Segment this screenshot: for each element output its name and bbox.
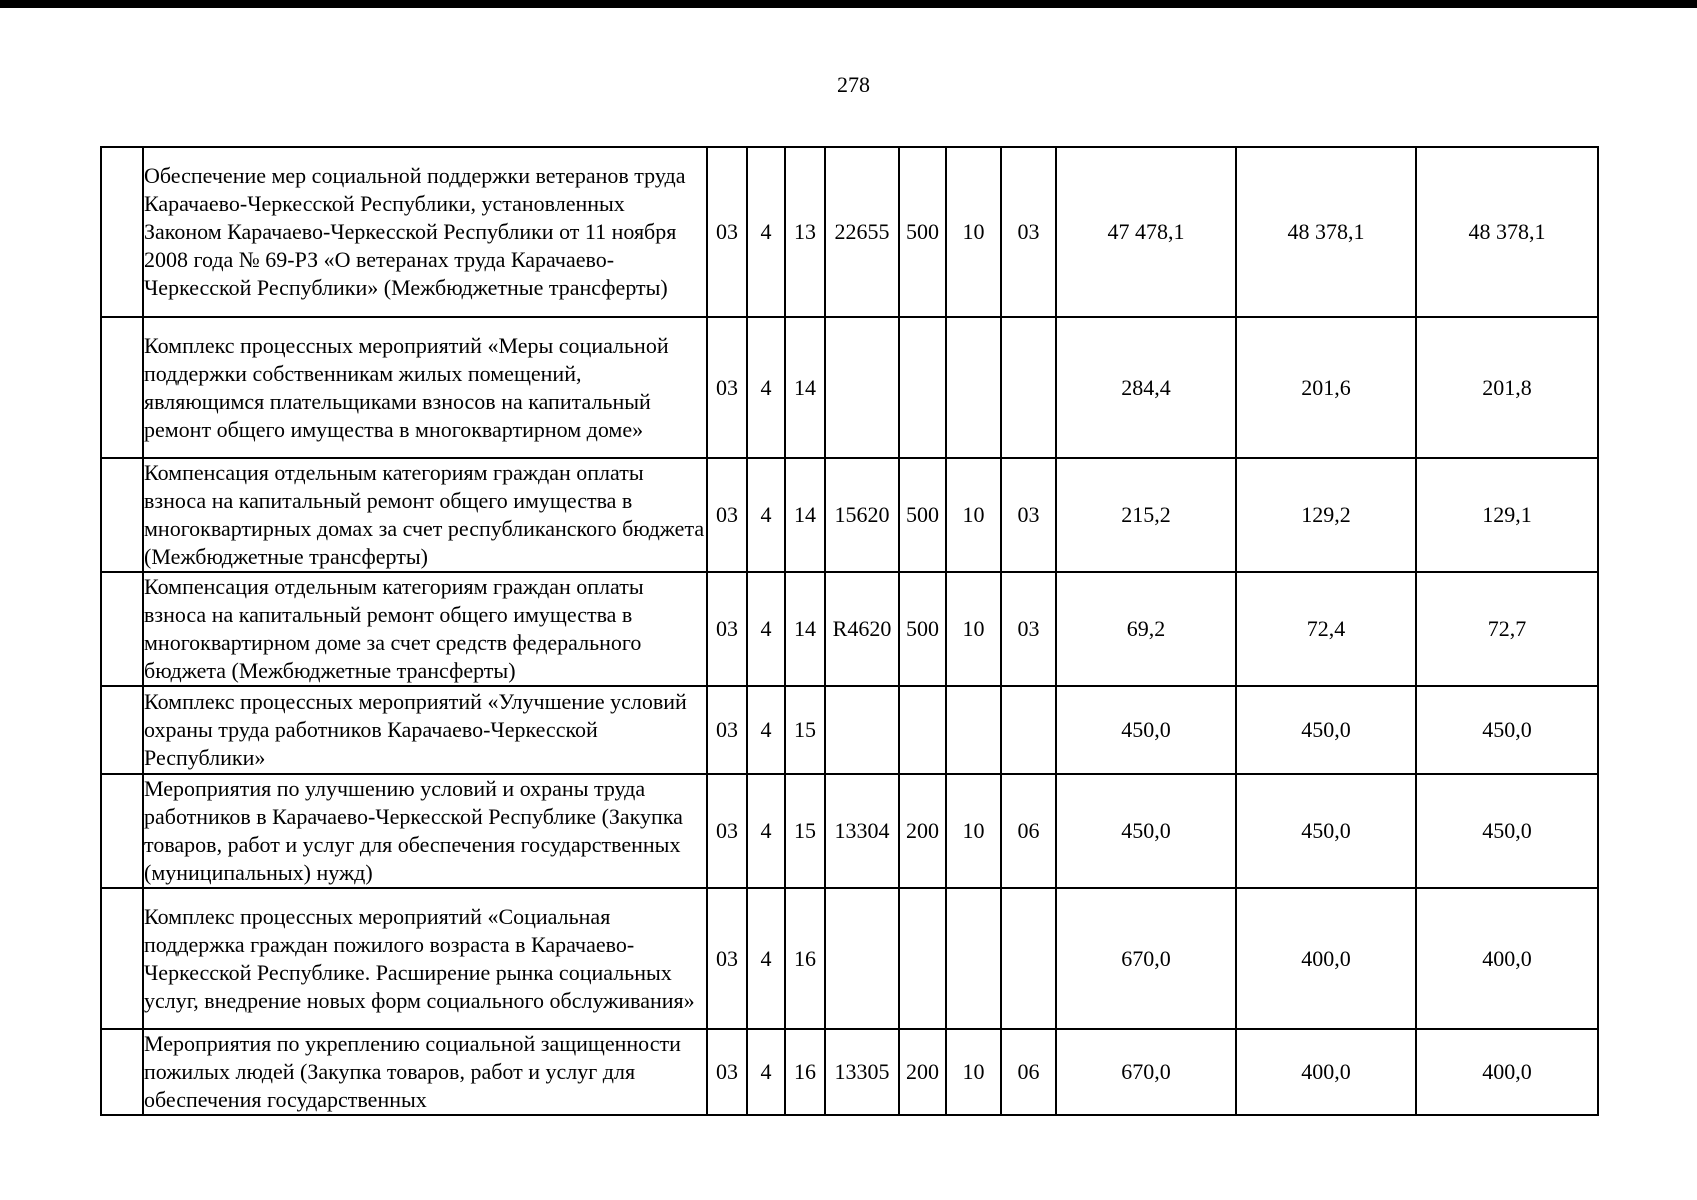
code-section (946, 888, 1001, 1029)
code-program-type: 4 (747, 317, 785, 458)
value-year-3: 72,7 (1416, 572, 1598, 686)
value-year-1: 670,0 (1056, 1029, 1236, 1115)
code-ministry: 03 (707, 572, 747, 686)
code-section (946, 686, 1001, 774)
code-ministry: 03 (707, 1029, 747, 1115)
row-name: Обеспечение мер социальной поддержки ветеранов труда Карачаево-Черкесской Республики, установленных Законом Карачаево-Черкесской Республики от 11 ноября 2008 года № 69-РЗ «О ветеранах труда Карачаево-Черкесской Республики» (Межбюджетные трансферты) (143, 147, 707, 317)
row-number-cell (101, 147, 143, 317)
value-year-1: 450,0 (1056, 774, 1236, 888)
budget-table (100, 146, 1599, 1116)
code-section: 10 (946, 1029, 1001, 1115)
value-year-2: 72,4 (1236, 572, 1416, 686)
code-ministry: 03 (707, 147, 747, 317)
value-year-1: 670,0 (1056, 888, 1236, 1029)
code-direction (825, 686, 899, 774)
table-row (101, 1029, 1598, 1115)
code-direction: 15620 (825, 458, 899, 572)
table-row (101, 686, 1598, 774)
row-number-cell (101, 572, 143, 686)
code-subprogram: 15 (785, 774, 825, 888)
code-subsection (1001, 317, 1056, 458)
code-expense-type (899, 888, 946, 1029)
code-direction: R4620 (825, 572, 899, 686)
value-year-1: 47 478,1 (1056, 147, 1236, 317)
value-year-3: 129,1 (1416, 458, 1598, 572)
value-year-2: 129,2 (1236, 458, 1416, 572)
code-subsection: 03 (1001, 147, 1056, 317)
code-subprogram: 13 (785, 147, 825, 317)
code-ministry: 03 (707, 774, 747, 888)
value-year-3: 450,0 (1416, 686, 1598, 774)
value-year-3: 48 378,1 (1416, 147, 1598, 317)
code-ministry: 03 (707, 686, 747, 774)
code-direction: 13304 (825, 774, 899, 888)
code-section: 10 (946, 458, 1001, 572)
code-direction: 22655 (825, 147, 899, 317)
row-number-cell (101, 686, 143, 774)
row-name: Комплекс процессных мероприятий «Улучшение условий охраны труда работников Карачаево-Черкесской Республики» (143, 686, 707, 774)
code-direction: 13305 (825, 1029, 899, 1115)
table-body (101, 147, 1598, 1115)
code-ministry: 03 (707, 458, 747, 572)
value-year-1: 69,2 (1056, 572, 1236, 686)
table-row (101, 888, 1598, 1029)
table-row (101, 147, 1598, 317)
code-subsection: 03 (1001, 458, 1056, 572)
code-subprogram: 14 (785, 458, 825, 572)
table-row (101, 774, 1598, 888)
value-year-3: 400,0 (1416, 1029, 1598, 1115)
code-program-type: 4 (747, 774, 785, 888)
value-year-2: 450,0 (1236, 774, 1416, 888)
code-expense-type: 500 (899, 147, 946, 317)
code-subsection (1001, 888, 1056, 1029)
code-section: 10 (946, 572, 1001, 686)
code-program-type: 4 (747, 888, 785, 1029)
row-name: Компенсация отдельным категориям граждан оплаты взноса на капитальный ремонт общего имущества в многоквартирном доме за счет средств федерального бюджета (Межбюджетные трансферты) (143, 572, 707, 686)
code-ministry: 03 (707, 317, 747, 458)
page-number: 278 (837, 72, 870, 97)
code-section: 10 (946, 147, 1001, 317)
row-number-cell (101, 458, 143, 572)
code-expense-type: 200 (899, 774, 946, 888)
code-expense-type (899, 686, 946, 774)
value-year-2: 450,0 (1236, 686, 1416, 774)
code-subprogram: 14 (785, 317, 825, 458)
table-row (101, 572, 1598, 686)
row-number-cell (101, 317, 143, 458)
code-expense-type (899, 317, 946, 458)
code-expense-type: 500 (899, 572, 946, 686)
code-subsection: 03 (1001, 572, 1056, 686)
value-year-2: 201,6 (1236, 317, 1416, 458)
code-section: 10 (946, 774, 1001, 888)
row-name: Комплекс процессных мероприятий «Меры социальной поддержки собственникам жилых помещений, являющимся плательщиками взносов на капитальный ремонт общего имущества в многоквартирном доме» (143, 317, 707, 458)
row-number-cell (101, 888, 143, 1029)
code-subprogram: 14 (785, 572, 825, 686)
value-year-1: 215,2 (1056, 458, 1236, 572)
code-direction (825, 317, 899, 458)
code-subsection (1001, 686, 1056, 774)
value-year-3: 400,0 (1416, 888, 1598, 1029)
value-year-1: 450,0 (1056, 686, 1236, 774)
row-name: Компенсация отдельным категориям граждан оплаты взноса на капитальный ремонт общего имущества в многоквартирных домах за счет республиканского бюджета (Межбюджетные трансферты) (143, 458, 707, 572)
top-border-bar (0, 0, 1697, 8)
value-year-2: 48 378,1 (1236, 147, 1416, 317)
row-number-cell (101, 1029, 143, 1115)
code-program-type: 4 (747, 147, 785, 317)
code-expense-type: 500 (899, 458, 946, 572)
code-direction (825, 888, 899, 1029)
code-subsection: 06 (1001, 774, 1056, 888)
value-year-2: 400,0 (1236, 1029, 1416, 1115)
code-expense-type: 200 (899, 1029, 946, 1115)
code-program-type: 4 (747, 458, 785, 572)
code-program-type: 4 (747, 686, 785, 774)
row-name: Комплекс процессных мероприятий «Социальная поддержка граждан пожилого возраста в Карачаево-Черкесской Республике. Расширение рынка социальных услуг, внедрение новых форм социального обслуживания» (143, 888, 707, 1029)
code-subsection: 06 (1001, 1029, 1056, 1115)
code-section (946, 317, 1001, 458)
value-year-3: 201,8 (1416, 317, 1598, 458)
row-number-cell (101, 774, 143, 888)
code-subprogram: 16 (785, 888, 825, 1029)
code-program-type: 4 (747, 572, 785, 686)
code-subprogram: 15 (785, 686, 825, 774)
code-program-type: 4 (747, 1029, 785, 1115)
table-row (101, 458, 1598, 572)
code-ministry: 03 (707, 888, 747, 1029)
row-name: Мероприятия по улучшению условий и охраны труда работников в Карачаево-Черкесской Республике (Закупка товаров, работ и услуг для обеспечения государственных (муниципальных) нужд) (143, 774, 707, 888)
table-row (101, 317, 1598, 458)
value-year-1: 284,4 (1056, 317, 1236, 458)
value-year-2: 400,0 (1236, 888, 1416, 1029)
value-year-3: 450,0 (1416, 774, 1598, 888)
code-subprogram: 16 (785, 1029, 825, 1115)
row-name: Мероприятия по укреплению социальной защищенности пожилых людей (Закупка товаров, работ и услуг для обеспечения государственных (143, 1029, 707, 1115)
